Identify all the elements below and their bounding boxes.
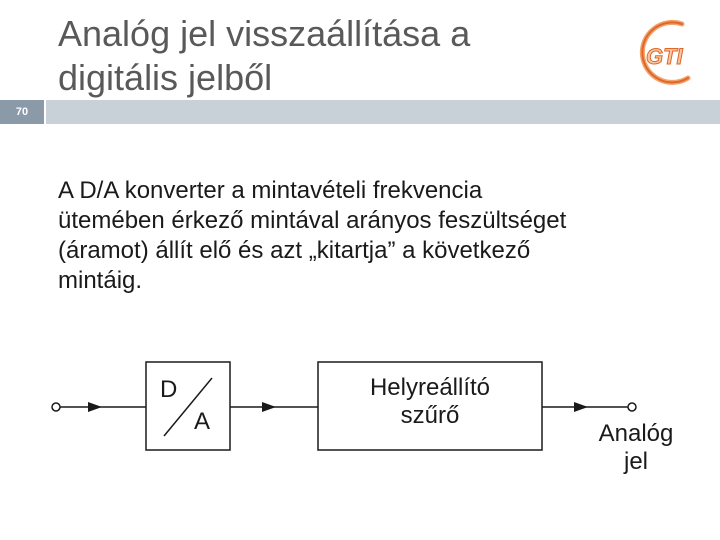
da-label-a: A — [194, 408, 211, 435]
slide-number-badge — [0, 100, 44, 124]
body-paragraph — [58, 176, 678, 296]
body-line-2: ütemében érkező mintával arányos feszültséget — [58, 207, 567, 234]
filter-label — [318, 374, 542, 430]
body-line-4: mintáig. — [58, 267, 143, 294]
filter-label-line-1: Helyreállító — [369, 374, 491, 401]
output-arrow — [574, 402, 588, 412]
gti-logo — [630, 14, 702, 94]
title-line-1: Analóg jel visszaállítása a — [58, 13, 471, 54]
da-filter-arrow — [262, 402, 276, 412]
slide-number: 70 — [15, 106, 29, 118]
input-terminal — [52, 403, 60, 411]
output-terminal — [628, 403, 636, 411]
block-diagram — [0, 340, 720, 540]
logo-text: GTI — [646, 44, 683, 69]
filter-label-line-2: szűrő — [400, 402, 460, 429]
output-label-line-1: Analóg — [598, 420, 674, 447]
output-label — [576, 420, 696, 476]
da-label-d: D — [160, 376, 178, 403]
body-line-1: A D/A konverter a mintavételi frekvencia — [58, 177, 483, 204]
input-arrow — [88, 402, 102, 412]
slide-title — [58, 12, 618, 100]
body-line-3: (áramot) állít elő és azt „kitartja” a következő — [58, 237, 531, 264]
title-line-2: digitális jelből — [58, 57, 273, 98]
title-underline-bar — [46, 100, 720, 124]
output-label-line-2: jel — [623, 448, 648, 475]
